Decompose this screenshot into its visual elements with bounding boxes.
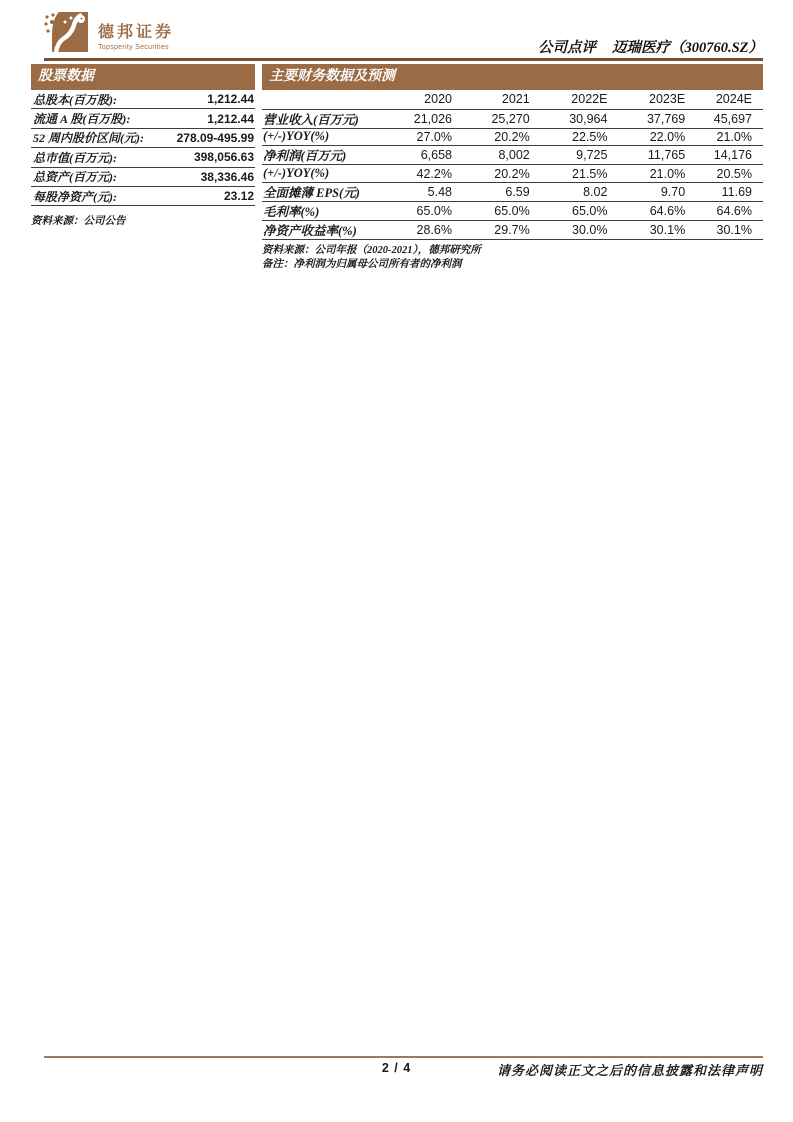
row-label: 总股本(百万股):	[33, 92, 117, 107]
page-number: 2 / 4	[381, 1061, 412, 1075]
row-label: 全面摊薄 EPS(元)	[262, 182, 374, 201]
cell: 21.0%	[685, 128, 763, 146]
table-row	[31, 148, 255, 167]
cell: 30,964	[530, 109, 608, 128]
cell: 20.2%	[452, 165, 530, 183]
column-header-row	[262, 90, 763, 109]
cell: 21.0%	[607, 165, 685, 183]
cell: 22.0%	[607, 128, 685, 146]
table-row	[31, 90, 255, 109]
column-header: 2020	[374, 90, 452, 109]
table-row	[262, 109, 763, 128]
cell: 5.48	[374, 182, 452, 201]
cell: 9,725	[530, 146, 608, 165]
cell: 65.0%	[530, 201, 608, 220]
cell: 28.6%	[374, 220, 452, 239]
cell: 6.59	[452, 182, 530, 201]
column-header	[262, 90, 374, 109]
row-value: 398,056.63	[193, 150, 254, 165]
cell: 30.1%	[685, 220, 763, 239]
cell: 30.0%	[530, 220, 608, 239]
row-label: 毛利率(%)	[262, 201, 374, 220]
cell: 42.2%	[374, 165, 452, 183]
cell: 11,765	[607, 146, 685, 165]
row-label: (+/-)YOY(%)	[262, 165, 374, 183]
cell: 22.5%	[530, 128, 608, 146]
cell: 30.1%	[607, 220, 685, 239]
column-header: 2024E	[685, 90, 763, 109]
cell: 45,697	[685, 109, 763, 128]
row-label: 总市值(百万元):	[33, 150, 117, 165]
footer-disclaimer: 请务必阅读正文之后的信息披露和法律声明	[496, 1063, 763, 1078]
column-header: 2022E	[530, 90, 608, 109]
stock-data-source: 资料来源：公司公告	[31, 216, 126, 228]
row-label: 净利润(百万元)	[262, 146, 374, 165]
table-row	[31, 168, 255, 187]
stock-data-table	[31, 64, 255, 228]
cell: 37,769	[607, 109, 685, 128]
cell: 20.2%	[452, 128, 530, 146]
table-row	[31, 187, 255, 206]
table-row	[262, 128, 763, 146]
row-label: 总资产(百万元):	[33, 170, 117, 185]
finance-forecast-table	[262, 64, 763, 272]
cell: 6,658	[374, 146, 452, 165]
row-label: 每股净资产(元):	[33, 189, 117, 204]
finance-title: 主要财务数据及预测	[269, 69, 395, 84]
row-label: 52 周内股价区间(元):	[33, 131, 144, 146]
table-row	[262, 182, 763, 201]
table-row	[262, 165, 763, 183]
row-label: 流通 A 股(百万股):	[33, 112, 131, 127]
company-title: 迈瑞医疗（300760.SZ）	[611, 40, 763, 56]
stock-data-title-bar	[31, 64, 255, 90]
page-title	[538, 36, 763, 57]
cell: 64.6%	[685, 201, 763, 220]
finance-title-bar	[262, 64, 763, 90]
cell: 21.5%	[530, 165, 608, 183]
cell: 29.7%	[452, 220, 530, 239]
cell: 20.5%	[685, 165, 763, 183]
cell: 27.0%	[374, 128, 452, 146]
cell: 14,176	[685, 146, 763, 165]
brand-text	[98, 12, 174, 51]
cell: 65.0%	[374, 201, 452, 220]
cell: 9.70	[607, 182, 685, 201]
finance-note: 备注：净利润为归属母公司所有者的净利润	[262, 258, 462, 270]
finance-notes	[262, 244, 763, 272]
table-row	[31, 129, 255, 148]
row-value: 1,212.44	[207, 111, 254, 126]
cell: 21,026	[374, 109, 452, 128]
row-value: 1,212.44	[207, 92, 254, 107]
cell: 8.02	[530, 182, 608, 201]
finance-table	[262, 90, 763, 240]
cell: 11.69	[685, 182, 763, 201]
stock-data-title: 股票数据	[38, 69, 94, 84]
brand-name-en: Topsperity Securities	[98, 44, 169, 51]
brand-block	[44, 12, 174, 52]
column-header: 2021	[452, 90, 530, 109]
cell: 25,270	[452, 109, 530, 128]
cell: 65.0%	[452, 201, 530, 220]
row-value: 38,336.46	[200, 169, 254, 184]
topsperity-leopard-logo-icon	[44, 12, 88, 52]
cell: 64.6%	[607, 201, 685, 220]
cell: 8,002	[452, 146, 530, 165]
row-label: 营业收入(百万元)	[262, 109, 374, 128]
brand-name-cn: 德邦证券	[98, 24, 175, 41]
table-row	[31, 109, 255, 128]
row-label: (+/-)YOY(%)	[262, 128, 374, 146]
table-row	[262, 146, 763, 165]
report-type-label: 公司点评	[537, 40, 596, 56]
finance-source: 资料来源：公司年报（2020-2021），德邦研究所	[262, 244, 481, 256]
header-divider	[44, 58, 763, 61]
footer-divider	[44, 1056, 763, 1058]
row-value: 278.09-495.99	[176, 130, 254, 145]
row-value: 23.12	[223, 189, 254, 204]
column-header: 2023E	[607, 90, 685, 109]
table-row	[262, 220, 763, 239]
row-label: 净资产收益率(%)	[262, 220, 374, 239]
table-row	[262, 201, 763, 220]
